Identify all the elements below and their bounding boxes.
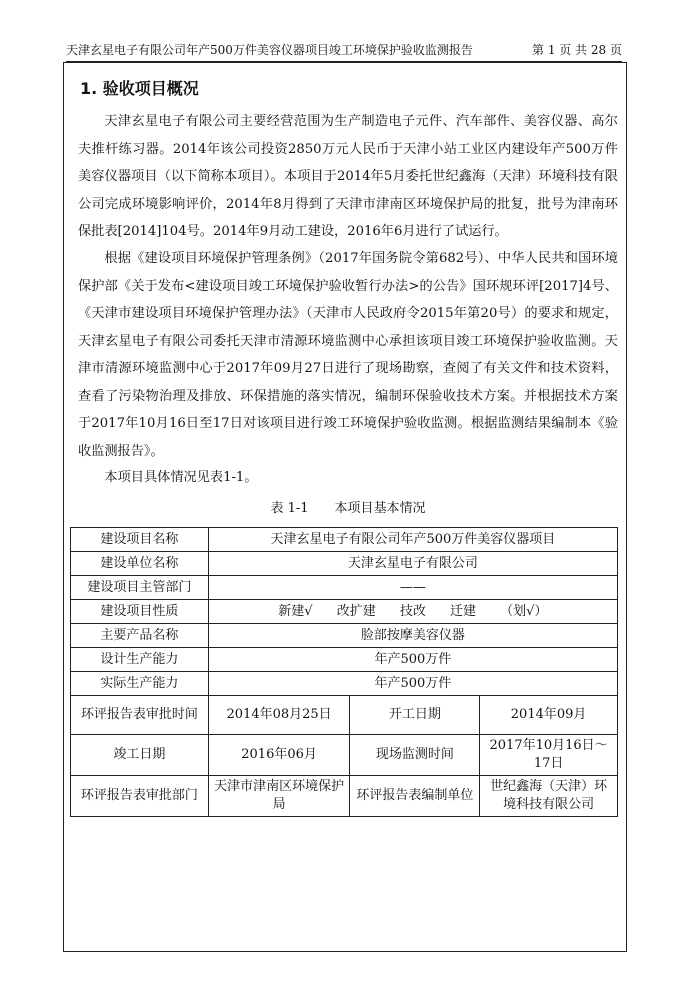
table-row bbox=[71, 552, 618, 576]
nature-option: 改扩建 bbox=[336, 603, 376, 619]
label-cell: 现场监测时间 bbox=[350, 735, 480, 776]
table-row bbox=[71, 776, 618, 817]
label-cell: 环评报告表审批部门 bbox=[71, 776, 209, 817]
section-title: 1. 验收项目概况 bbox=[80, 79, 199, 98]
nature-option: （划√） bbox=[500, 603, 548, 619]
value-cell: 2014年08月25日 bbox=[208, 696, 350, 735]
table-row bbox=[71, 600, 618, 624]
table-row bbox=[71, 735, 618, 776]
label-cell: 建设项目主管部门 bbox=[71, 576, 209, 600]
table-row bbox=[71, 528, 618, 552]
nature-options-cell bbox=[208, 600, 617, 624]
nature-option: 迁建 bbox=[450, 603, 477, 619]
paragraph-basis: 根据《建设项目环境保护管理条例》（2017年国务院令第682号）、中华人民共和国环境保护部《关于发布<建设项目竣工环境保护验收暂行办法>的公告》国环规环评[2017]4号、《天津市建设项目环境保护管理办法》（天津市人民政府令2015年第20号）的要求和规定，天津玄星电子有限公司委托天津市清源环境监测中心承担该项目竣工环境保护验收监测。天津市清源环境监测中心于2017年09月27日进行了现场勘察，查阅了有关文件和技术资料，查看了污染物治理及排放、环保措施的落实情况，编制环保验收技术方案。并根据技术方案于2017年10月16日至17日对该项目进行竣工环境保护验收监测。根据监测结果编制本《验收监测报告》。 bbox=[78, 251, 618, 459]
label-cell: 主要产品名称 bbox=[71, 624, 209, 648]
value-cell: 天津玄星电子有限公司年产500万件美容仪器项目 bbox=[208, 528, 617, 552]
paragraph-overview: 天津玄星电子有限公司主要经营范围为生产制造电子元件、汽车部件、美容仪器、高尔夫推杆练习器。2014年该公司投资2850万元人民币于天津小站工业区内建设年产500万件美容仪器项目（以下简称本项目）。本项目于2014年5月委托世纪鑫海（天津）环境科技有限公司完成环境影响评价，2014年8月得到了天津市津南区环境保护局的批复，批号为津南环保批表[2014]104号。2014年9月动工建设，2016年6月进行了试运行。 bbox=[78, 114, 618, 239]
value-cell: 脸部按摩美容仪器 bbox=[208, 624, 617, 648]
label-cell: 建设项目名称 bbox=[71, 528, 209, 552]
value-cell: 2016年06月 bbox=[208, 735, 350, 776]
label-cell: 环评报告表审批时间 bbox=[71, 696, 209, 735]
label-cell: 开工日期 bbox=[350, 696, 480, 735]
project-info-table bbox=[70, 527, 618, 817]
label-cell: 实际生产能力 bbox=[71, 672, 209, 696]
table-row bbox=[71, 696, 618, 735]
value-cell: 天津玄星电子有限公司 bbox=[208, 552, 617, 576]
header-title: 天津玄星电子有限公司年产500万件美容仪器项目竣工环境保护验收监测报告 bbox=[66, 43, 473, 57]
label-cell: 建设单位名称 bbox=[71, 552, 209, 576]
value-cell: 年产500万件 bbox=[208, 648, 617, 672]
table-row bbox=[71, 648, 618, 672]
table-row bbox=[71, 672, 618, 696]
nature-option: 新建√ bbox=[278, 603, 313, 619]
label-cell: 竣工日期 bbox=[71, 735, 209, 776]
table-row bbox=[71, 624, 618, 648]
value-cell: 年产500万件 bbox=[208, 672, 617, 696]
label-cell: 环评报告表编制单位 bbox=[350, 776, 480, 817]
value-cell: 天津市津南区环境保护局 bbox=[208, 776, 350, 817]
value-cell: 世纪鑫海（天津）环境科技有限公司 bbox=[480, 776, 618, 817]
paragraph-table-ref: 本项目具体情况见表1-1。 bbox=[104, 470, 258, 485]
value-cell: —— bbox=[208, 576, 617, 600]
label-cell: 建设项目性质 bbox=[71, 600, 209, 624]
value-cell: 2014年09月 bbox=[480, 696, 618, 735]
page-header bbox=[66, 36, 622, 62]
nature-option: 技改 bbox=[399, 603, 426, 619]
value-cell: 2017年10月16日～17日 bbox=[480, 735, 618, 776]
label-cell: 设计生产能力 bbox=[71, 648, 209, 672]
page-number: 第 1 页 共 28 页 bbox=[532, 43, 622, 57]
table-row bbox=[71, 576, 618, 600]
table-caption: 表 1-1 本项目基本情况 bbox=[270, 501, 426, 516]
